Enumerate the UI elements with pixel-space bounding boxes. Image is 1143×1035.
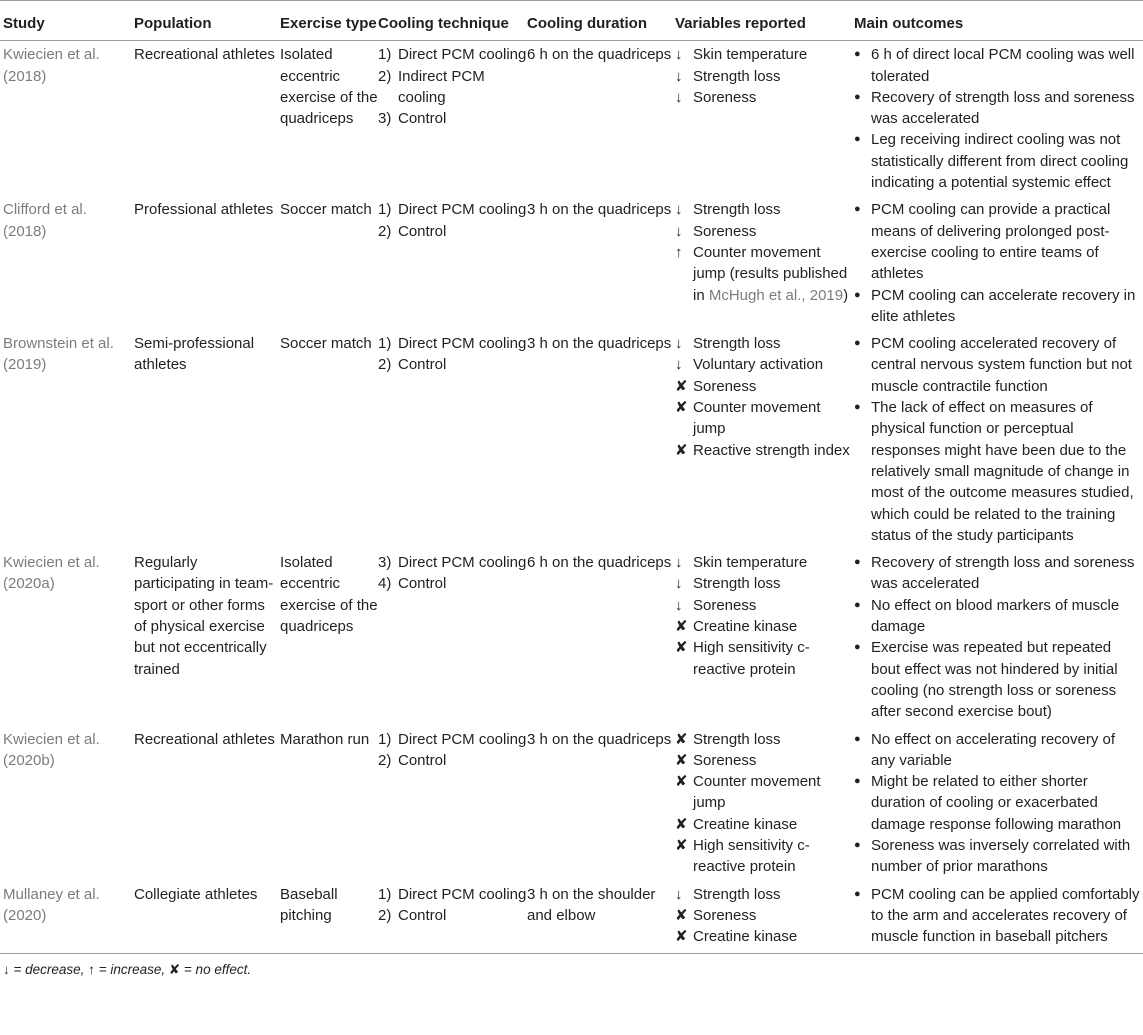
technique-item bbox=[378, 108, 527, 129]
variable-item bbox=[675, 66, 854, 87]
main-outcomes-cell bbox=[854, 330, 1143, 549]
bullet-icon: ● bbox=[854, 203, 861, 216]
technique-number: 1) bbox=[378, 730, 392, 748]
technique-number: 1) bbox=[378, 885, 392, 903]
variable-item bbox=[675, 44, 854, 65]
outcome-item bbox=[854, 729, 1143, 772]
up-arrow-icon: ↑ bbox=[88, 962, 95, 978]
technique-list bbox=[378, 333, 527, 376]
bullet-icon: ● bbox=[854, 401, 861, 414]
variable-item bbox=[675, 573, 854, 594]
main-outcomes-cell bbox=[854, 196, 1143, 330]
header-cooling-duration: Cooling duration bbox=[527, 1, 675, 41]
cooling-technique-cell bbox=[378, 330, 527, 549]
variable-text-wrap bbox=[693, 44, 854, 65]
outcome-text: PCM cooling can provide a practical means of delivering prolonged post-exercise cooling to entire teams of athletes bbox=[871, 201, 1111, 283]
bullet-icon: ● bbox=[854, 641, 861, 654]
variable-text-wrap bbox=[693, 835, 854, 878]
table-row bbox=[0, 196, 1143, 330]
header-exercise-type: Exercise type bbox=[280, 1, 378, 41]
down-arrow-icon: ↓ bbox=[675, 222, 683, 240]
variable-text-wrap bbox=[693, 440, 854, 461]
cooling-duration-cell: 3 h on the quadriceps bbox=[527, 201, 672, 219]
bullet-icon: ● bbox=[854, 90, 861, 103]
technique-text: Direct PCM cooling bbox=[398, 885, 527, 903]
variable-list bbox=[675, 333, 854, 461]
cross-icon: ✘ bbox=[675, 618, 688, 636]
variable-text: Soreness bbox=[693, 222, 757, 240]
variable-item bbox=[675, 814, 854, 835]
variable-item bbox=[675, 750, 854, 771]
down-arrow-icon: ↓ bbox=[3, 962, 10, 978]
technique-text: Control bbox=[398, 110, 447, 128]
outcome-text: PCM cooling accelerated recovery of central nervous system function but not muscle contractile function bbox=[871, 335, 1132, 395]
exercise-type-cell: Baseball pitching bbox=[280, 881, 378, 954]
variable-text: Strength loss bbox=[693, 335, 781, 353]
technique-number: 2) bbox=[378, 67, 392, 85]
bullet-icon: ● bbox=[854, 838, 861, 851]
header-main-outcomes: Main outcomes bbox=[854, 1, 1143, 41]
outcome-item bbox=[854, 285, 1143, 328]
cooling-duration-cell: 6 h on the quadriceps bbox=[527, 46, 672, 64]
technique-text: Direct PCM cooling bbox=[398, 554, 527, 572]
header-study: Study bbox=[0, 1, 134, 41]
technique-item bbox=[378, 729, 527, 750]
variable-text-wrap bbox=[693, 242, 854, 306]
main-outcomes-cell bbox=[854, 549, 1143, 725]
variable-item bbox=[675, 354, 854, 375]
variable-text-wrap bbox=[693, 354, 854, 375]
main-outcomes-cell bbox=[854, 726, 1143, 881]
variable-text: Soreness bbox=[693, 377, 757, 395]
population-cell: Regularly participating in team-sport or other forms of physical exercise but not eccentrically trained bbox=[134, 554, 274, 678]
table-row bbox=[0, 41, 1143, 197]
outcome-list bbox=[854, 884, 1143, 948]
variable-text-wrap bbox=[693, 750, 854, 771]
variable-list bbox=[675, 199, 854, 305]
exercise-type-cell: Isolated eccentric exercise of the quadriceps bbox=[280, 46, 378, 128]
up-arrow-icon: ↑ bbox=[675, 243, 683, 261]
cooling-technique-cell bbox=[378, 196, 527, 330]
bullet-icon: ● bbox=[854, 598, 861, 611]
down-arrow-icon: ↓ bbox=[675, 575, 683, 593]
outcome-text: Soreness was inversely correlated with number of prior marathons bbox=[871, 836, 1131, 876]
variable-text-wrap bbox=[693, 771, 854, 814]
population-cell: Professional athletes bbox=[134, 201, 274, 219]
cross-icon: ✘ bbox=[675, 751, 688, 769]
variable-item bbox=[675, 221, 854, 242]
main-outcomes-cell bbox=[854, 41, 1143, 197]
outcome-text: Might be related to either shorter duration of cooling or exacerbated damage response following marathon bbox=[871, 773, 1122, 833]
population-cell: Recreational athletes bbox=[134, 730, 275, 748]
down-arrow-icon: ↓ bbox=[675, 554, 683, 572]
table-row bbox=[0, 549, 1143, 725]
variable-list bbox=[675, 552, 854, 680]
variable-text: Soreness bbox=[693, 906, 757, 924]
variable-item bbox=[675, 637, 854, 680]
variable-item bbox=[675, 926, 854, 947]
study-cell[interactable]: Brownstein et al. (2019) bbox=[3, 335, 114, 374]
main-outcomes-cell bbox=[854, 881, 1143, 954]
variable-item bbox=[675, 771, 854, 814]
technique-item bbox=[378, 333, 527, 354]
technique-item bbox=[378, 905, 527, 926]
down-arrow-icon: ↓ bbox=[675, 88, 683, 106]
cross-icon: ✘ bbox=[675, 906, 688, 924]
technique-item bbox=[378, 221, 527, 242]
variable-text: Voluntary activation bbox=[693, 356, 824, 374]
down-arrow-icon: ↓ bbox=[675, 596, 683, 614]
outcome-item bbox=[854, 397, 1143, 546]
study-cell[interactable]: Kwiecien et al. (2018) bbox=[3, 46, 100, 85]
exercise-type-cell: Soccer match bbox=[280, 201, 372, 219]
cross-icon: ✘ bbox=[675, 836, 688, 854]
technique-list bbox=[378, 729, 527, 772]
technique-text: Direct PCM cooling bbox=[398, 730, 527, 748]
outcome-text: PCM cooling can accelerate recovery in elite athletes bbox=[871, 286, 1136, 325]
cross-icon: ✘ bbox=[675, 815, 688, 833]
technique-number: 3) bbox=[378, 554, 392, 572]
variable-text-wrap bbox=[693, 884, 854, 905]
variable-text-wrap bbox=[693, 397, 854, 440]
outcome-text: PCM cooling can be applied comfortably to the arm and accelerates recovery of muscle function in baseball pitchers bbox=[871, 885, 1140, 946]
variable-text: Creatine kinase bbox=[693, 928, 798, 946]
variable-item bbox=[675, 729, 854, 750]
variable-item bbox=[675, 884, 854, 905]
technique-number: 1) bbox=[378, 335, 392, 353]
technique-text: Control bbox=[398, 906, 447, 924]
variable-item bbox=[675, 333, 854, 354]
footnote-decrease-text: = decrease, bbox=[9, 962, 89, 978]
cooling-technique-cell bbox=[378, 726, 527, 881]
footnote-no-effect-text: = no effect. bbox=[180, 962, 252, 978]
population-cell: Collegiate athletes bbox=[134, 881, 280, 954]
header-variables-reported: Variables reported bbox=[675, 1, 854, 41]
technique-number: 4) bbox=[378, 575, 392, 593]
table-row bbox=[0, 726, 1143, 881]
cooling-technique-cell bbox=[378, 549, 527, 725]
cross-icon: ✘ bbox=[675, 441, 688, 459]
cooling-duration-cell: 6 h on the quadriceps bbox=[527, 554, 672, 572]
bullet-icon: ● bbox=[854, 48, 861, 61]
technique-number: 2) bbox=[378, 356, 392, 374]
variables-cell bbox=[675, 726, 854, 881]
study-cell[interactable]: Mullaney et al. (2020) bbox=[0, 881, 134, 954]
variable-text: Skin temperature bbox=[693, 46, 808, 64]
outcome-item bbox=[854, 835, 1143, 878]
outcome-item bbox=[854, 333, 1143, 397]
outcome-item bbox=[854, 771, 1143, 835]
variable-text: Strength loss bbox=[693, 575, 781, 593]
variable-text-wrap bbox=[693, 552, 854, 573]
variable-text: Counter movement jump bbox=[693, 399, 821, 438]
technique-item bbox=[378, 354, 527, 375]
variable-text-wrap bbox=[693, 376, 854, 397]
technique-number: 1) bbox=[378, 46, 392, 64]
variable-text: Soreness bbox=[693, 751, 757, 769]
variable-text-wrap bbox=[693, 333, 854, 354]
variable-item bbox=[675, 440, 854, 461]
bullet-icon: ● bbox=[854, 288, 861, 301]
variable-text: Soreness bbox=[693, 88, 757, 106]
variable-text-after: ) bbox=[843, 286, 849, 304]
variables-cell bbox=[675, 881, 854, 954]
outcome-item bbox=[854, 552, 1143, 595]
variable-text: Creatine kinase bbox=[693, 815, 798, 833]
population-cell: Recreational athletes bbox=[134, 46, 275, 64]
outcome-text: 6 h of direct local PCM cooling was well tolerated bbox=[871, 46, 1135, 85]
header-population: Population bbox=[134, 1, 280, 41]
outcome-item bbox=[854, 129, 1143, 193]
technique-item bbox=[378, 750, 527, 771]
outcome-list bbox=[854, 333, 1143, 546]
variable-text: Reactive strength index bbox=[693, 441, 850, 459]
outcome-item bbox=[854, 595, 1143, 638]
study-cell[interactable]: Kwiecien et al. (2020a) bbox=[3, 554, 100, 593]
down-arrow-icon: ↓ bbox=[675, 67, 683, 85]
variable-item bbox=[675, 616, 854, 637]
technique-text: Direct PCM cooling bbox=[398, 335, 527, 353]
cross-icon: ✘ bbox=[675, 639, 688, 657]
bullet-icon: ● bbox=[854, 775, 861, 788]
variable-text-wrap bbox=[693, 573, 854, 594]
technique-number: 2) bbox=[378, 222, 392, 240]
exercise-type-cell: Isolated eccentric exercise of the quadriceps bbox=[280, 554, 378, 636]
cooling-duration-cell: 3 h on the shoulder and elbow bbox=[527, 881, 675, 954]
down-arrow-icon: ↓ bbox=[675, 46, 683, 64]
header-row bbox=[0, 1, 1143, 41]
outcome-text: Leg receiving indirect cooling was not statistically different from direct cooling indicating a potential systemic effect bbox=[871, 131, 1129, 192]
bullet-icon: ● bbox=[854, 133, 861, 146]
outcome-text: Exercise was repeated but repeated bout effect was not hindered by initial cooling (no strength loss or soreness after second exercise bout) bbox=[871, 639, 1118, 721]
variable-text: High sensitivity c-reactive protein bbox=[693, 836, 810, 876]
outcome-text: Recovery of strength loss and soreness was accelerated bbox=[871, 88, 1135, 128]
technique-list bbox=[378, 884, 527, 927]
cooling-technique-cell bbox=[378, 881, 527, 954]
technique-list bbox=[378, 44, 527, 129]
cross-icon: ✘ bbox=[675, 377, 688, 395]
down-arrow-icon: ↓ bbox=[675, 356, 683, 374]
variable-text-wrap bbox=[693, 926, 854, 947]
cross-icon: ✘ bbox=[168, 962, 181, 978]
outcome-list bbox=[854, 729, 1143, 878]
outcome-item bbox=[854, 637, 1143, 722]
variable-text: Counter movement jump bbox=[693, 773, 821, 812]
down-arrow-icon: ↓ bbox=[675, 335, 683, 353]
variable-item bbox=[675, 905, 854, 926]
cross-icon: ✘ bbox=[675, 730, 688, 748]
variable-text-wrap bbox=[693, 637, 854, 680]
technique-text: Control bbox=[398, 356, 447, 374]
technique-item bbox=[378, 199, 527, 220]
outcome-list bbox=[854, 44, 1143, 193]
table-body bbox=[0, 41, 1143, 954]
bullet-icon: ● bbox=[854, 732, 861, 745]
exercise-type-cell: Marathon run bbox=[280, 730, 370, 748]
table-row bbox=[0, 881, 1143, 954]
variable-text: Counter movement jump (results published in bbox=[693, 243, 848, 304]
technique-number: 3) bbox=[378, 110, 392, 128]
variables-cell bbox=[675, 196, 854, 330]
variable-text-wrap bbox=[693, 595, 854, 616]
variable-item bbox=[675, 552, 854, 573]
variable-list bbox=[675, 729, 854, 878]
technique-list bbox=[378, 552, 527, 595]
variable-text-wrap bbox=[693, 729, 854, 750]
header-cooling-technique: Cooling technique bbox=[378, 1, 527, 41]
outcome-text: The lack of effect on measures of physical function or perceptual responses might have been due to the relatively small magnitude of change in most of the outcome measures studied, which could be related to the training status of the study participants bbox=[871, 399, 1134, 544]
outcome-item bbox=[854, 199, 1143, 284]
bullet-icon: ● bbox=[854, 887, 861, 900]
technique-number: 2) bbox=[378, 906, 392, 924]
footnote-increase-text: = increase, bbox=[94, 962, 169, 978]
technique-text: Control bbox=[398, 751, 447, 769]
cooling-duration-cell: 3 h on the quadriceps bbox=[527, 730, 672, 748]
outcome-list bbox=[854, 199, 1143, 327]
outcome-text: Recovery of strength loss and soreness was accelerated bbox=[871, 554, 1135, 593]
variable-item bbox=[675, 376, 854, 397]
table-footnote bbox=[0, 954, 1143, 979]
variable-text-wrap bbox=[693, 905, 854, 926]
cross-icon: ✘ bbox=[675, 928, 688, 946]
technique-item bbox=[378, 573, 527, 594]
variable-text: Strength loss bbox=[693, 67, 781, 85]
technique-item bbox=[378, 884, 527, 905]
variable-text: Soreness bbox=[693, 596, 757, 614]
outcome-text: No effect on blood markers of muscle damage bbox=[871, 596, 1120, 636]
variable-item bbox=[675, 242, 854, 306]
variable-item bbox=[675, 199, 854, 220]
reference-link[interactable]: McHugh et al., 2019 bbox=[708, 286, 844, 304]
variable-text-wrap bbox=[693, 199, 854, 220]
variable-item bbox=[675, 397, 854, 440]
variable-text-wrap bbox=[693, 616, 854, 637]
outcome-list bbox=[854, 552, 1143, 722]
outcome-item bbox=[854, 87, 1143, 130]
technique-list bbox=[378, 199, 527, 242]
bullet-icon: ● bbox=[854, 556, 861, 569]
variable-list bbox=[675, 884, 854, 948]
cross-icon: ✘ bbox=[675, 399, 688, 417]
variable-text: Strength loss bbox=[693, 730, 781, 748]
bullet-icon: ● bbox=[854, 337, 861, 350]
technique-item bbox=[378, 44, 527, 65]
variable-text-wrap bbox=[693, 814, 854, 835]
outcome-text: No effect on accelerating recovery of any variable bbox=[871, 730, 1116, 769]
outcome-item bbox=[854, 44, 1143, 87]
technique-text: Control bbox=[398, 575, 447, 593]
technique-text: Control bbox=[398, 222, 447, 240]
technique-number: 2) bbox=[378, 751, 392, 769]
exercise-type-cell: Soccer match bbox=[280, 335, 372, 353]
variables-cell bbox=[675, 549, 854, 725]
variable-text: Creatine kinase bbox=[693, 618, 798, 636]
cross-icon: ✘ bbox=[675, 773, 688, 791]
technique-item bbox=[378, 66, 527, 109]
variable-item bbox=[675, 595, 854, 616]
variable-text-wrap bbox=[693, 221, 854, 242]
cooling-duration-cell: 3 h on the quadriceps bbox=[527, 335, 672, 353]
variable-text-wrap bbox=[693, 66, 854, 87]
variable-text: High sensitivity c-reactive protein bbox=[693, 639, 810, 678]
variables-cell bbox=[675, 41, 854, 197]
variable-item bbox=[675, 87, 854, 108]
technique-item bbox=[378, 552, 527, 573]
technique-text: Direct PCM cooling bbox=[398, 201, 527, 219]
outcome-item bbox=[854, 884, 1143, 948]
technique-text: Direct PCM cooling bbox=[398, 46, 527, 64]
variable-list bbox=[675, 44, 854, 108]
down-arrow-icon: ↓ bbox=[675, 885, 683, 903]
technique-number: 1) bbox=[378, 201, 392, 219]
variables-cell bbox=[675, 330, 854, 549]
cooling-technique-cell bbox=[378, 41, 527, 197]
technique-text: Indirect PCM cooling bbox=[398, 67, 485, 106]
table-row bbox=[0, 330, 1143, 549]
variable-text-wrap bbox=[693, 87, 854, 108]
study-cell[interactable]: Kwiecien et al. (2020b) bbox=[3, 730, 100, 769]
study-cell[interactable]: Clifford et al. (2018) bbox=[3, 201, 87, 240]
population-cell: Semi-professional athletes bbox=[134, 335, 255, 374]
variable-text: Strength loss bbox=[693, 201, 781, 219]
variable-text: Skin temperature bbox=[693, 554, 808, 572]
down-arrow-icon: ↓ bbox=[675, 201, 683, 219]
variable-item bbox=[675, 835, 854, 878]
variable-text: Strength loss bbox=[693, 885, 781, 903]
